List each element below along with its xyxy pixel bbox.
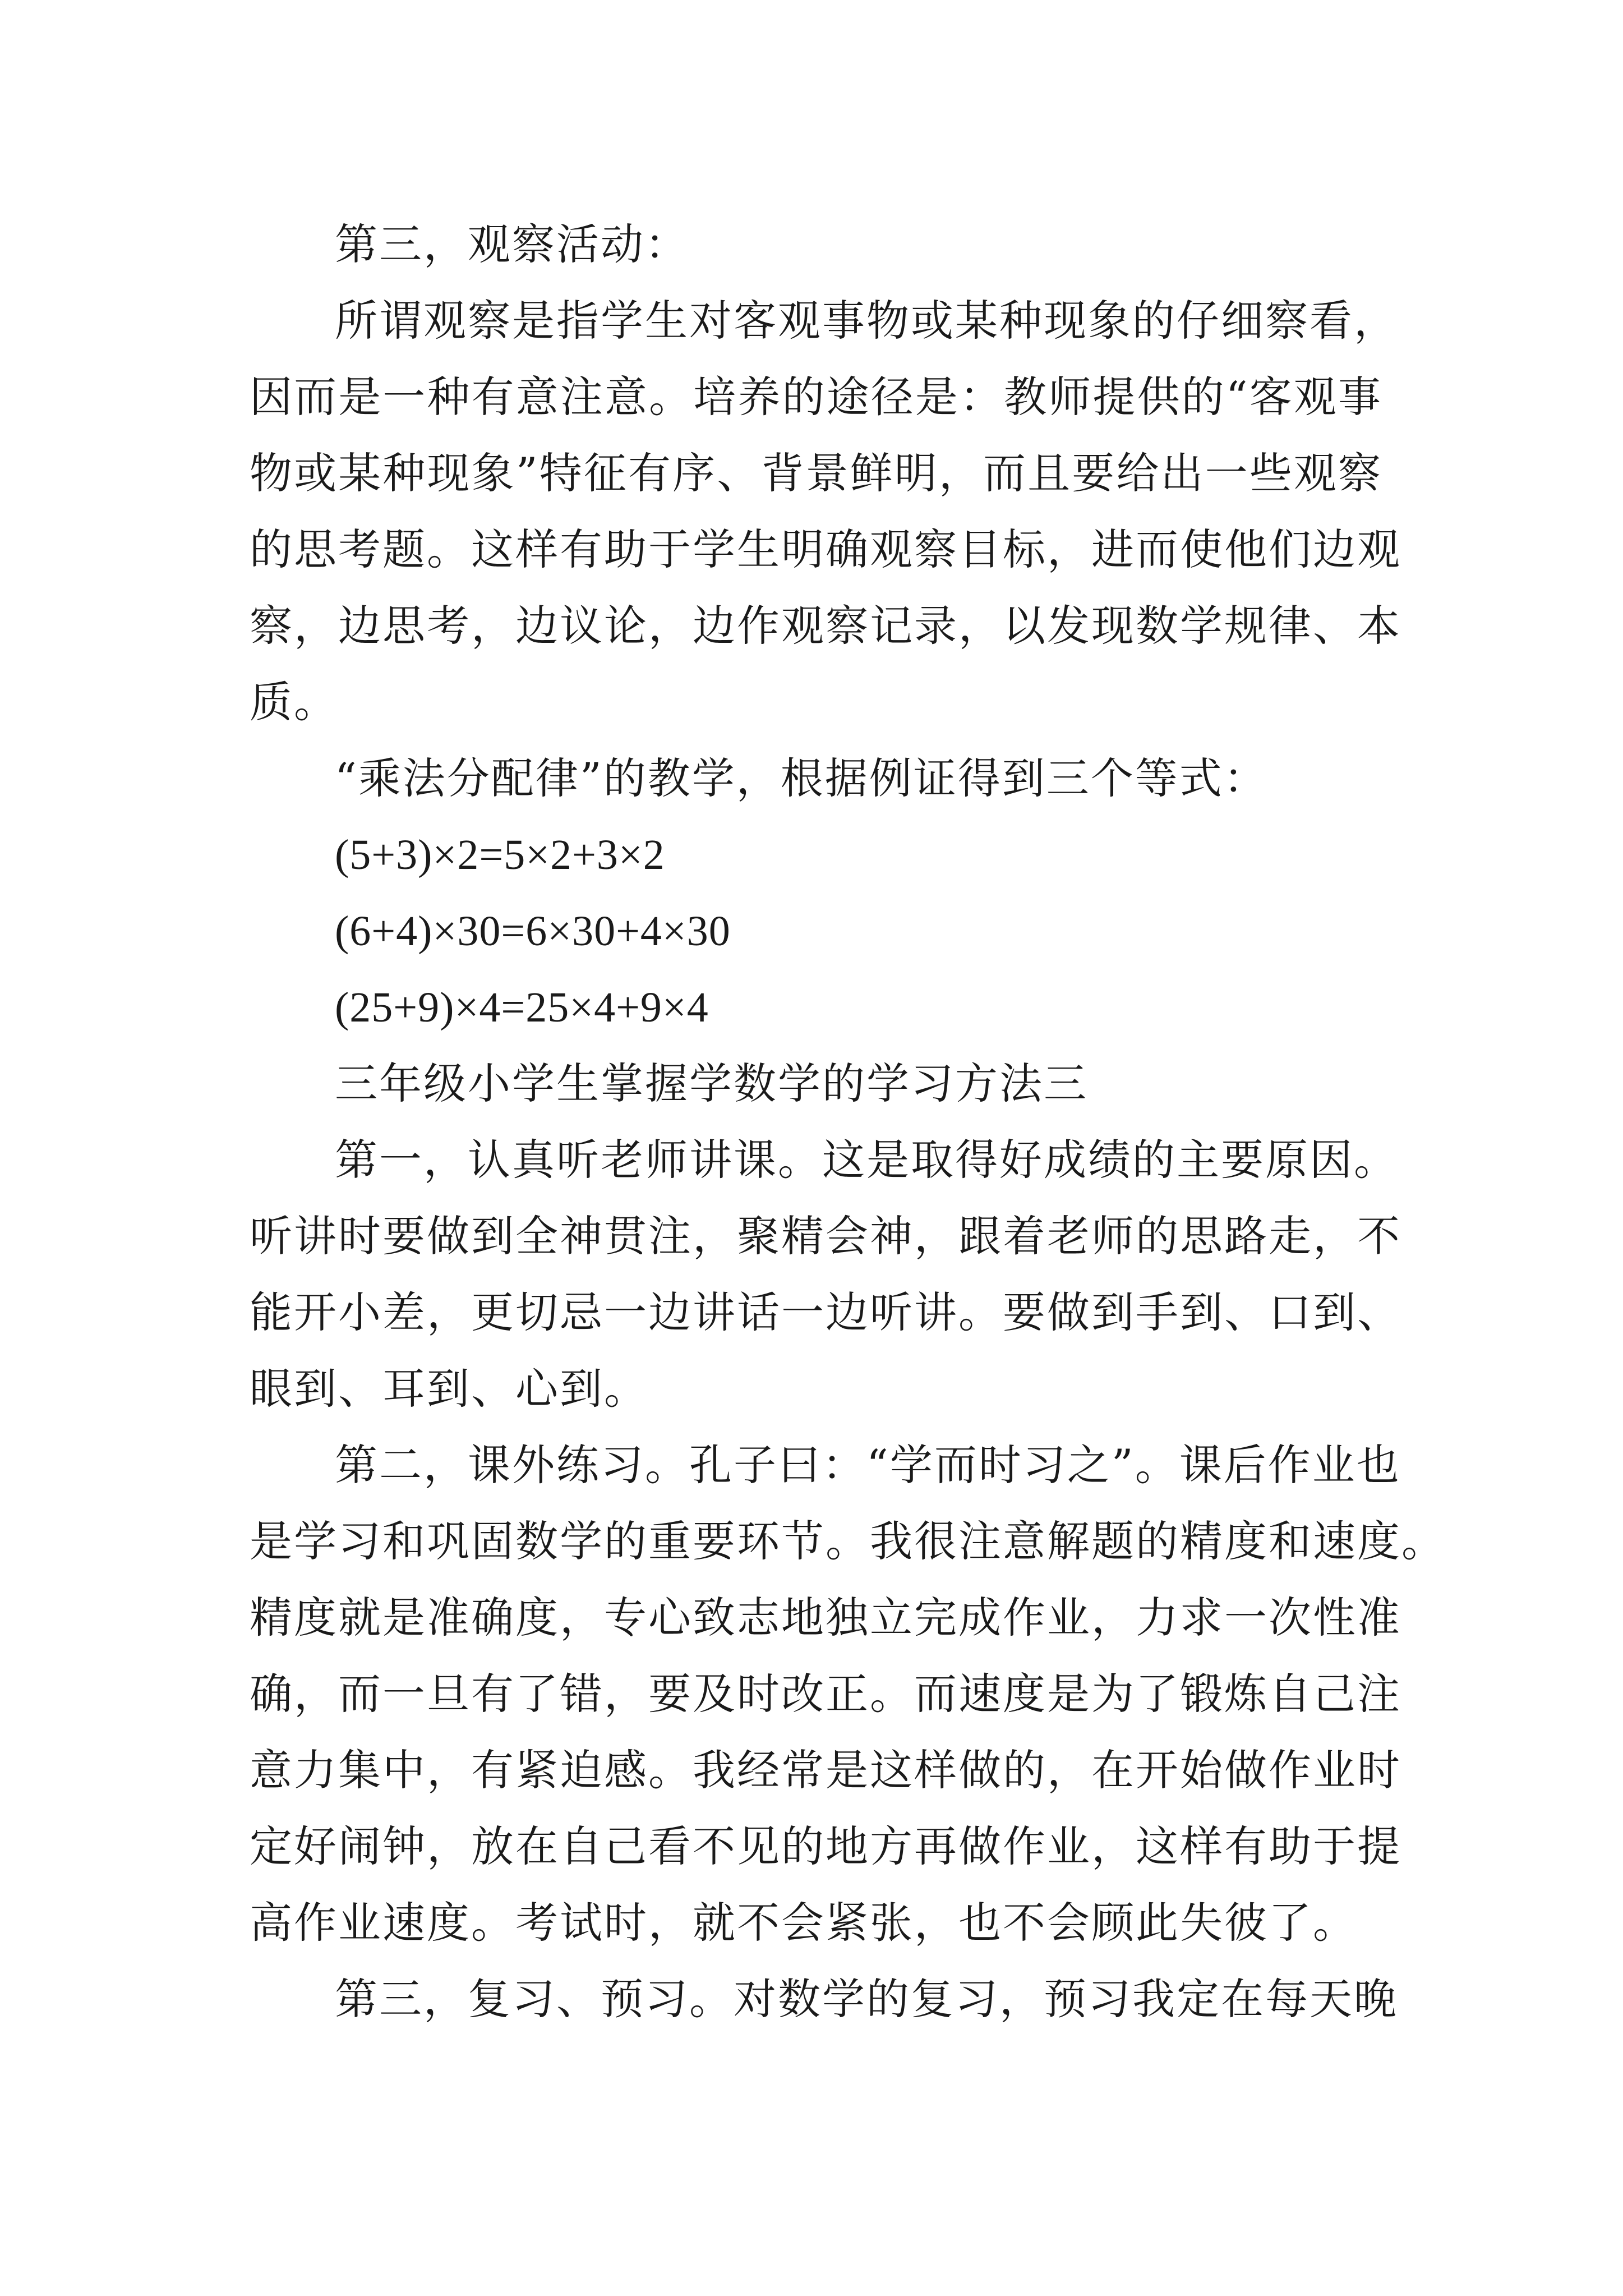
text-line: 确，而一旦有了错，要及时改正。而速度是为了锻炼自己注 [250, 1669, 1401, 1719]
text-line: 听讲时要做到全神贯注，聚精会神，跟着老师的思路走，不 [250, 1211, 1401, 1261]
paragraph-heading-observation: 第三，观察活动： [335, 219, 689, 269]
text-line: 第一，认真听老师讲课。这是取得好成绩的主要原因。 [335, 1135, 1398, 1185]
section-title: 三年级小学生掌握学数学的学习方法三 [335, 1059, 1088, 1108]
text-line: 意力集中，有紧迫感。我经常是这样做的，在开始做作业时 [250, 1745, 1401, 1795]
text-line: 是学习和巩固数学的重要环节。我很注意解题的精度和速度。 [250, 1516, 1446, 1566]
text-line: 高作业速度。考试时，就不会紧张，也不会顾此失彼了。 [250, 1898, 1357, 1948]
text-line: 物或某种现象”特征有序、背景鲜明，而且要给出一些观察 [250, 448, 1382, 498]
formula-line: (25+9)×4=25×4+9×4 [335, 984, 709, 1031]
text-line: 第二，课外练习。孔子曰：“学而时习之”。课后作业也 [335, 1440, 1401, 1490]
text-line: 能开小差，更切忌一边讲话一边听讲。要做到手到、口到、 [250, 1287, 1401, 1337]
document-body [250, 206, 1446, 2037]
text-line: 第三，复习、预习。对数学的复习，预习我定在每天晚 [335, 1974, 1398, 2024]
text-line: 眼到、耳到、心到。 [250, 1364, 648, 1414]
formula-line: (6+4)×30=6×30+4×30 [335, 908, 731, 955]
text-line: 的思考题。这样有助于学生明确观察目标，进而使他们边观 [250, 524, 1401, 574]
formula-line: (5+3)×2=5×2+3×2 [335, 831, 665, 878]
text-line: “乘法分配律”的教学，根据例证得到三个等式： [335, 753, 1268, 803]
text-line: 察，边思考，边议论，边作观察记录，以发现数学规律、本 [250, 601, 1401, 651]
text-line: 因而是一种有意注意。培养的途径是：教师提供的“客观事 [250, 372, 1382, 422]
text-line: 精度就是准确度，专心致志地独立完成作业，力求一次性准 [250, 1593, 1401, 1642]
text-line: 定好闹钟，放在自己看不见的地方再做作业，这样有助于提 [250, 1821, 1401, 1871]
text-line: 质。 [250, 677, 338, 727]
text-line: 所谓观察是指学生对客观事物或某种现象的仔细察看， [335, 296, 1398, 346]
